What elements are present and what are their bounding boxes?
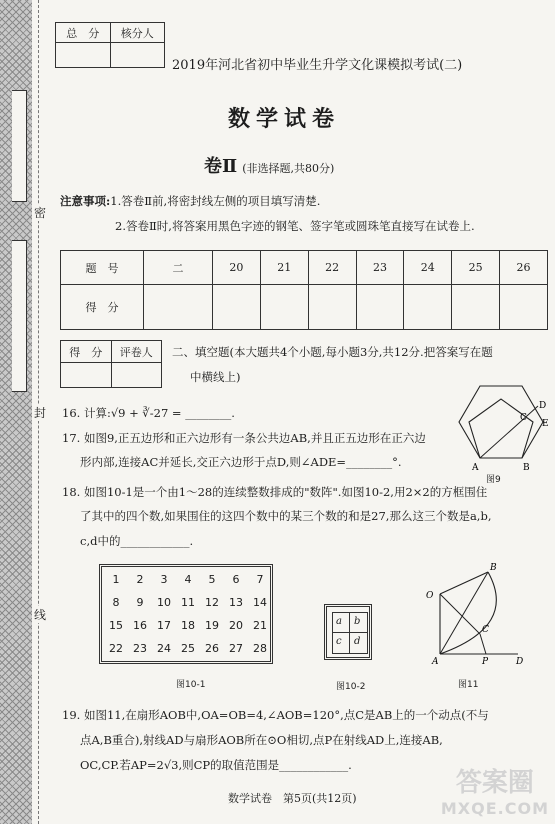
grid-number: 19 [205, 619, 219, 632]
part2-grader-header: 评卷人 [111, 341, 162, 363]
grid-number: 6 [232, 573, 240, 586]
grid-number: 23 [133, 642, 147, 655]
figure-9 [450, 380, 550, 480]
point-label-o: O [426, 591, 434, 601]
point-label-p: P [482, 657, 489, 667]
grid-number: 11 [181, 596, 195, 609]
col-header: 22 [308, 251, 356, 285]
question-19-line1: 19. 如图11,在扇形AOB中,OA=OB=4,∠AOB=120°,点C是AB上的一个动点(不与 [62, 708, 489, 722]
point-label-a: A [432, 657, 439, 667]
figure-10-1-label: 图10-1 [176, 680, 206, 690]
grid-number: 26 [205, 642, 219, 655]
point-label-d: D [516, 657, 524, 667]
watermark-logo-text: 答案圈 [455, 768, 534, 798]
exam-title: 2019年河北省初中毕业生升学文化课模拟考试(二) [172, 58, 463, 73]
col-header: 25 [452, 251, 500, 285]
grid-number: 16 [133, 619, 147, 632]
two-by-two-box [332, 612, 368, 654]
grid-number: 28 [253, 642, 267, 655]
figure-10-2 [324, 604, 372, 660]
point-label-a: A [472, 463, 479, 473]
cell-a: a [336, 616, 342, 627]
point-label-d: D [539, 401, 547, 411]
question-19-line3: OC,CP.若AP=2√3,则CP的取值范围是____________. [80, 758, 352, 772]
question-18-line1: 18. 如图10-1是一个由1～28的连续整数排成的"数阵".如图10-2,用2×2的方框围住 [62, 485, 488, 499]
pentagon-shape [469, 399, 533, 458]
figure-10-2-label: 图10-2 [336, 682, 366, 692]
grid-number: 14 [253, 596, 267, 609]
grid-number: 7 [256, 573, 264, 586]
col-header: 24 [404, 251, 452, 285]
grid-number: 3 [160, 573, 168, 586]
page-footer: 数学试卷 第5页(共12页) [228, 792, 357, 805]
grid-number: 12 [205, 596, 219, 609]
cell-c: c [336, 636, 342, 647]
col-header: 20 [213, 251, 261, 285]
section-col: 二 [144, 251, 213, 285]
grid-number: 27 [229, 642, 243, 655]
total-score-header: 总 分 [56, 23, 111, 43]
grid-number: 20 [229, 619, 243, 632]
col-header: 26 [500, 251, 548, 285]
figure-11 [418, 556, 528, 672]
col-header: 23 [356, 251, 404, 285]
total-score-box [55, 22, 165, 68]
grid-number: 13 [229, 596, 243, 609]
cell-b: b [354, 616, 361, 627]
cell-d: d [354, 636, 361, 647]
question-17-line1: 17. 如图9,正五边形和正六边形有一条公共边AB,并且正五边形在正六边 [62, 431, 426, 445]
notes-line-1: 注意事项:1.答卷Ⅱ前,将密封线左侧的项目填写清楚. [60, 194, 321, 208]
arc-ab [440, 572, 496, 654]
seal-char-feng: 封 [33, 406, 46, 420]
margin-field-box [12, 240, 27, 392]
row-label-score: 得 分 [61, 285, 144, 330]
margin-field-box [12, 90, 27, 202]
question-score-table [60, 250, 548, 330]
notes-line-2: 2.答卷Ⅱ时,将答案用黑色字迹的钢笔、签字笔或圆珠笔直接写在试卷上. [115, 219, 475, 233]
question-17-line2: 形内部,连接AC并延长,交正六边形于点D,则∠ADE=________°. [80, 455, 402, 469]
grid-number: 4 [184, 573, 192, 586]
point-label-b: B [490, 563, 497, 573]
question-18-line2: 了其中的四个数,如果围住的这四个数中的某三个数的和是27,那么这三个数是a,b, [80, 509, 492, 523]
grid-number: 25 [181, 642, 195, 655]
grid-number: 18 [181, 619, 195, 632]
grid-number: 22 [109, 642, 123, 655]
point-label-b: B [523, 463, 530, 473]
seal-char-xian: 线 [33, 608, 46, 622]
watermark-url: MXQE.COM [440, 799, 549, 818]
watermark [441, 762, 549, 818]
hexagon-shape [459, 386, 543, 458]
segment-ad [480, 406, 538, 458]
section-name: 卷Ⅱ [204, 156, 238, 177]
seal-char-mi: 密 [33, 206, 46, 220]
point-label-c: C [482, 625, 489, 635]
subject-title: 数学试卷 [228, 106, 341, 132]
figure-11-label: 图11 [458, 680, 479, 690]
grid-number: 8 [112, 596, 120, 609]
question-16: 16. 计算:√9 + ∛-27 = ________. [62, 406, 235, 420]
point-label-c: C [520, 413, 527, 423]
point-label-e: E [542, 419, 549, 429]
grid-number: 2 [136, 573, 144, 586]
part2-heading-line1: 二、填空题(本大题共4个小题,每小题3分,共12分.把答案写在题 [172, 345, 493, 359]
question-18-line3: c,d中的____________. [80, 534, 194, 548]
grid-number: 21 [253, 619, 267, 632]
grid-number: 5 [208, 573, 216, 586]
question-19-line2: 点A,B重合),射线AD与扇形AOB所在⊙O相切,点P在射线AD上,连接AB, [80, 733, 443, 747]
grid-number: 1 [112, 573, 120, 586]
grid-number: 15 [109, 619, 123, 632]
col-header: 21 [260, 251, 308, 285]
number-grid [99, 564, 273, 664]
section-header [204, 152, 334, 178]
grid-number: 17 [157, 619, 171, 632]
grid-number: 24 [157, 642, 171, 655]
part2-score-header: 得 分 [61, 341, 112, 363]
checker-header: 核分人 [110, 23, 165, 43]
section-note: (非选择题,共80分) [242, 162, 335, 175]
part2-score-box [60, 340, 162, 388]
grid-number: 10 [157, 596, 171, 609]
figure-9-label: 图9 [486, 475, 501, 485]
grid-number: 9 [136, 596, 144, 609]
part2-heading-line2: 中横线上) [190, 370, 241, 384]
row-label-question: 题 号 [61, 251, 144, 285]
